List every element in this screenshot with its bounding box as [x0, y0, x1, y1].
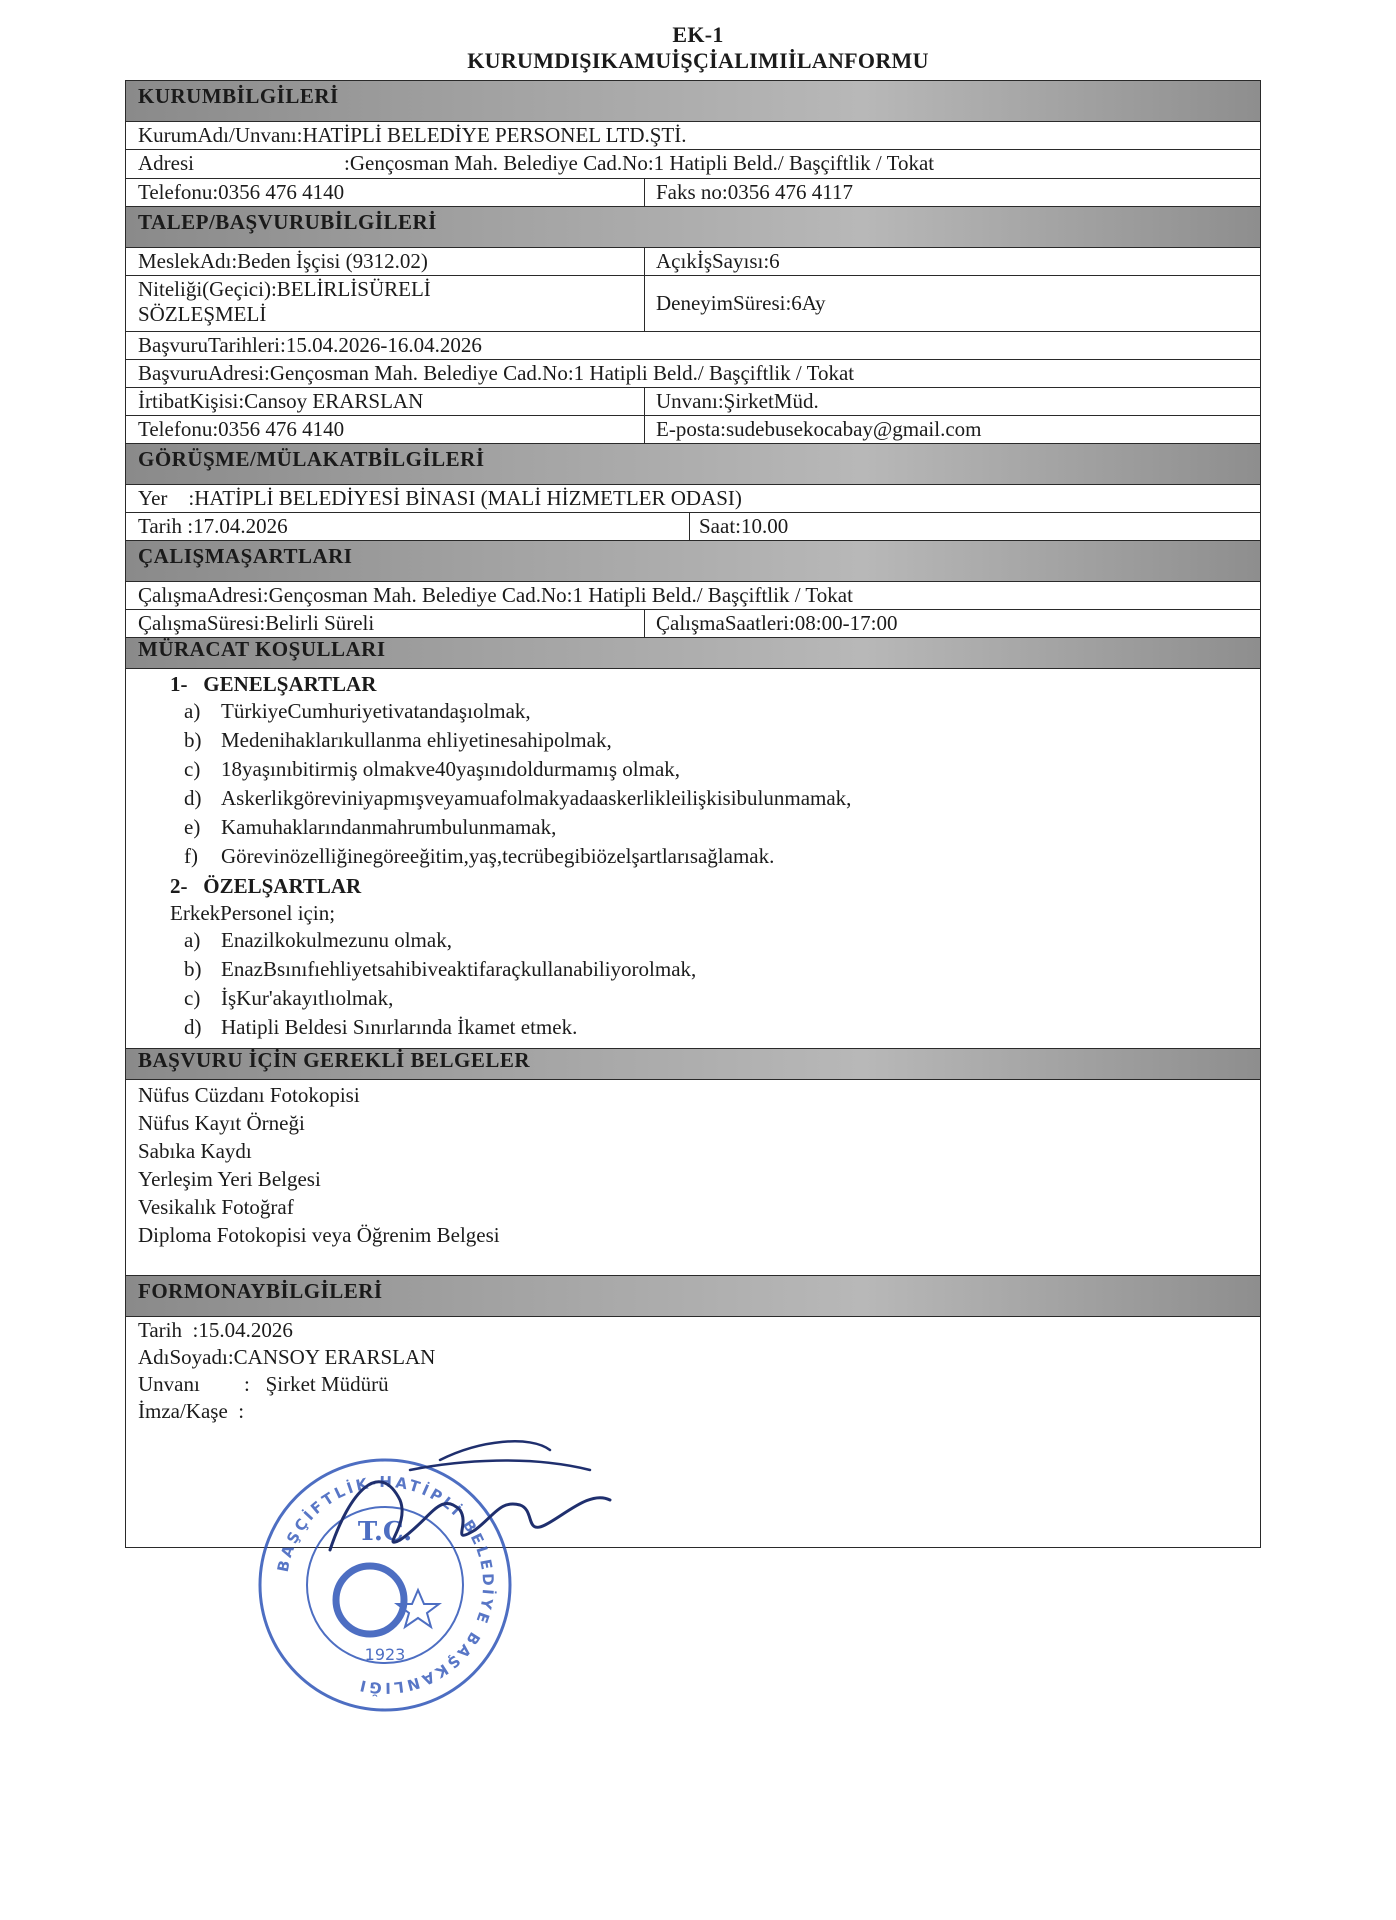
ozel-sart-letter: c): [184, 986, 201, 1010]
signature: [290, 1430, 620, 1590]
form-title: KURUMDIŞIKAMUİŞÇİALIMIİLANFORMU: [467, 48, 929, 73]
basvuru-tarihleri: BaşvuruTarihleri:15.04.2026-16.04.2026: [138, 333, 482, 357]
genel-sart-letter: f): [184, 844, 198, 868]
belge-item: Yerleşim Yeri Belgesi: [138, 1167, 321, 1191]
onay-unvan-label: Unvanı: [138, 1372, 200, 1396]
genel-sart-text: Askerlikgöreviniyapmışveyamuafolmakyadaaskerlikleilişkisibulunmamak,: [221, 786, 852, 810]
ozel-sartlar-intro: ErkekPersonel için;: [170, 901, 336, 925]
irtibat-kisisi: İrtibatKişisi:Cansoy ERARSLAN: [138, 389, 424, 413]
belge-item: Nüfus Cüzdanı Fotokopisi: [138, 1083, 360, 1107]
ozel-sart-text: Enazilkokulmezunu olmak,: [221, 928, 452, 952]
nitelik-line1: Niteliği(Geçici):BELİRLİSÜRELİ: [138, 277, 431, 301]
section-header-gorusme: GÖRÜŞME/MÜLAKATBİLGİLERİ: [126, 444, 1260, 485]
row-kurum-phone: [126, 179, 1260, 207]
gorusme-tarih: Tarih :17.04.2026: [138, 514, 288, 538]
genel-sart-text: TürkiyeCumhuriyetivatandaşıolmak,: [221, 699, 531, 723]
row-irtibat: [126, 388, 1260, 416]
genel-sart-letter: d): [184, 786, 202, 810]
muracaat-body: [126, 669, 1260, 1049]
row-nitelik: [126, 276, 1260, 332]
genel-sart-text: Kamuhaklarındanmahrumbulunmamak,: [221, 815, 557, 839]
row-iletisim: [126, 416, 1260, 444]
belgeler-body: [126, 1080, 1260, 1276]
row-basvuru-adresi: [126, 360, 1260, 388]
signature-flourish: [410, 1441, 590, 1470]
annex-code: EK-1: [672, 22, 724, 47]
genel-sart-letter: b): [184, 728, 202, 752]
ozel-sart-letter: b): [184, 957, 202, 981]
acik-is-sayisi: AçıkİşSayısı:6: [656, 249, 780, 273]
kurum-name: KurumAdı/Unvanı:HATİPLİ BELEDİYE PERSONEL LTD.ŞTİ.: [138, 123, 687, 147]
section-header-muracaat: MÜRACAT KOŞULLARI: [126, 638, 1260, 669]
ozel-sart-letter: d): [184, 1015, 202, 1039]
row-gorusme-yer: [126, 485, 1260, 513]
section-header-kurum: KURUMBİLGİLERİ: [126, 81, 1260, 122]
stamp-year: 1923: [364, 1645, 406, 1664]
meslek-adi: MeslekAdı:Beden İşçisi (9312.02): [138, 249, 428, 273]
nitelik-line2: SÖZLEŞMELİ: [138, 302, 267, 326]
onay-unvan-value: : Şirket Müdürü: [244, 1372, 389, 1396]
row-kurum-name: [126, 122, 1260, 150]
genel-sart-letter: a): [184, 699, 201, 723]
belge-item: Diploma Fotokopisi veya Öğrenim Belgesi: [138, 1223, 500, 1247]
genel-sart-text: Medenihaklarıkullanma ehliyetinesahipolmak,: [221, 728, 612, 752]
calisma-suresi: ÇalışmaSüresi:Belirli Süreli: [138, 611, 375, 635]
stamp-ring-path: BAŞÇİFTLİK-HATİPLİ BELEDİYE BAŞKANLIĞI: [273, 1472, 498, 1698]
kurum-phone: Telefonu:0356 476 4140: [138, 180, 345, 204]
deneyim-suresi: DeneyimSüresi:6Ay: [656, 291, 826, 315]
row-meslek: [126, 248, 1260, 276]
section-header-onay: FORMONAYBİLGİLERİ: [126, 1276, 1260, 1317]
kurum-address-label: Adresi: [138, 151, 194, 175]
kurum-fax: Faks no:0356 476 4117: [656, 180, 853, 204]
ozel-sart-text: EnazBsınıfıehliyetsahibiveaktifaraçkullanabiliyorolmak,: [221, 957, 697, 981]
genel-sart-text: Görevinözelliğinegöreeğitim,yaş,tecrübegibiözelşartlarısağlamak.: [221, 844, 775, 868]
irtibat-telefon: Telefonu:0356 476 4140: [138, 417, 345, 441]
row-gorusme-tarih: [126, 513, 1260, 541]
genel-sart-letter: c): [184, 757, 201, 781]
ozel-sart-text: Hatipli Beldesi Sınırlarında İkamet etmek.: [221, 1015, 578, 1039]
belge-item: Nüfus Kayıt Örneği: [138, 1111, 305, 1135]
ozel-sartlar-title: 2- ÖZELŞARTLAR: [170, 874, 362, 898]
kurum-address-value: :Gençosman Mah. Belediye Cad.No:1 Hatipli Beld./ Başçiftlik / Tokat: [344, 151, 935, 175]
row-calisma-adres: [126, 582, 1260, 610]
onay-tarih: Tarih :15.04.2026: [138, 1318, 293, 1342]
row-basvuru-tarihleri: [126, 332, 1260, 360]
belge-item: Vesikalık Fotoğraf: [138, 1195, 294, 1219]
section-header-talep: TALEP/BAŞVURUBİLGİLERİ: [126, 207, 1260, 248]
irtibat-unvan: Unvanı:ŞirketMüd.: [656, 389, 819, 413]
signature-stroke: [330, 1482, 610, 1550]
genel-sart-letter: e): [184, 815, 201, 839]
genel-sart-text: 18yaşınıbitirmiş olmakve40yaşınıdoldurmamış olmak,: [221, 757, 681, 781]
calisma-saatleri: ÇalışmaSaatleri:08:00-17:00: [656, 611, 898, 635]
form-table: [125, 80, 1261, 1548]
row-kurum-address: [126, 150, 1260, 179]
section-header-calisma: ÇALIŞMAŞARTLARI: [126, 541, 1260, 582]
gorusme-saat: Saat:10.00: [699, 514, 789, 538]
gorusme-yer: Yer :HATİPLİ BELEDİYESİ BİNASI (MALİ HİZMETLER ODASI): [138, 486, 742, 510]
ozel-sart-letter: a): [184, 928, 201, 952]
row-calisma-sure: [126, 610, 1260, 638]
belge-item: Sabıka Kaydı: [138, 1139, 252, 1163]
section-header-belgeler: BAŞVURU İÇİN GEREKLİ BELGELER: [126, 1049, 1260, 1080]
calisma-adresi: ÇalışmaAdresi:Gençosman Mah. Belediye Cad.No:1 Hatipli Beld./ Başçiftlik / Tokat: [138, 583, 853, 607]
onay-imza-label: İmza/Kaşe :: [138, 1399, 245, 1423]
stamp-tc-text: T.C.: [357, 1517, 413, 1547]
genel-sartlar-title: 1- GENELŞARTLAR: [170, 672, 377, 696]
onay-adsoyad: AdıSoyadı:CANSOY ERARSLAN: [138, 1345, 436, 1369]
irtibat-eposta: E-posta:sudebusekocabay@gmail.com: [656, 417, 982, 441]
basvuru-adresi: BaşvuruAdresi:Gençosman Mah. Belediye Cad.No:1 Hatipli Beld./ Başçiftlik / Tokat: [138, 361, 855, 385]
ozel-sart-text: İşKur'akayıtlıolmak,: [221, 986, 394, 1010]
